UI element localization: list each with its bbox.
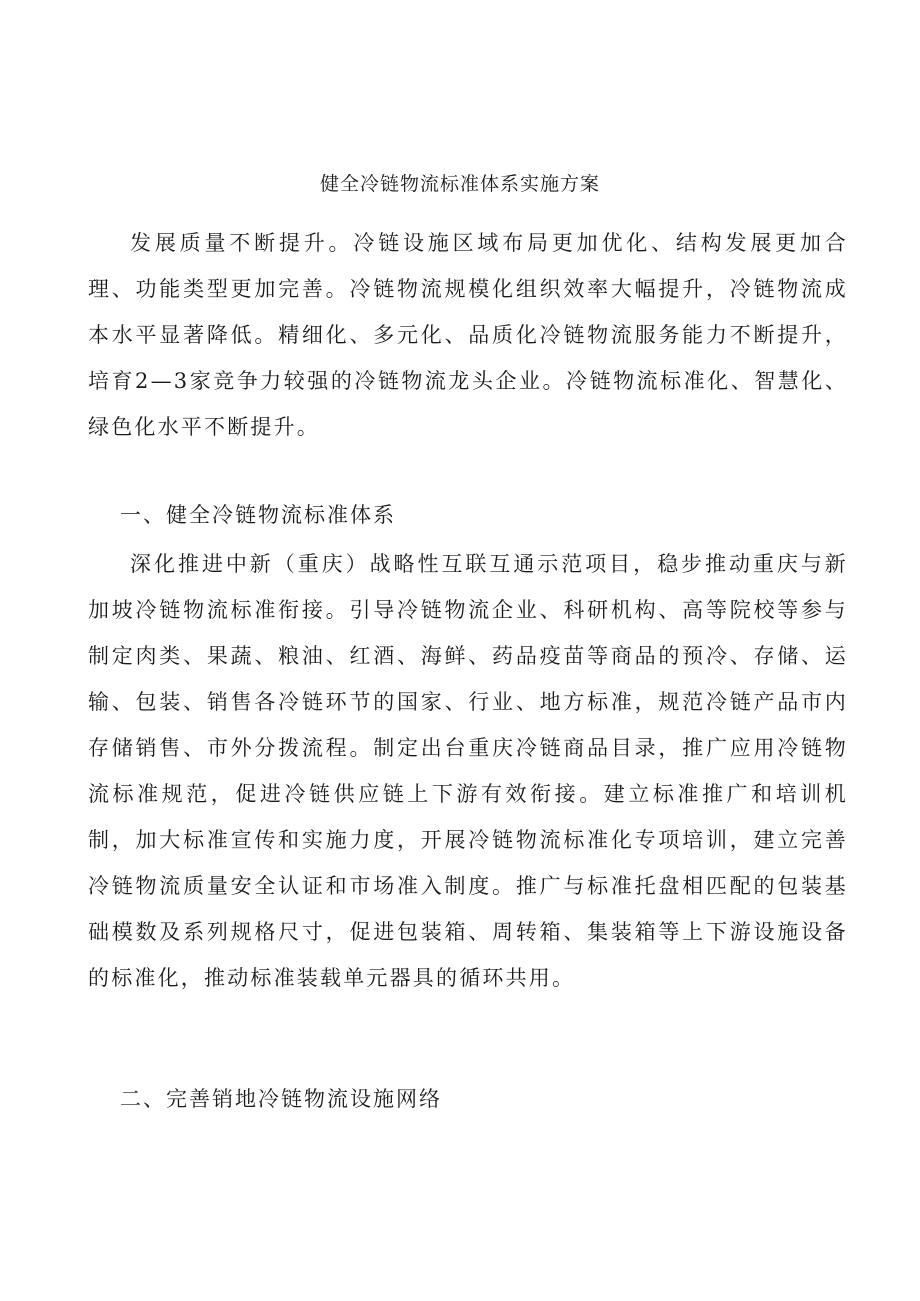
intro-paragraph: 发展质量不断提升。冷链设施区域布局更加优化、结构发展更加合理、功能类型更加完善。冷链物流规模化组织效率大幅提升，冷链物流成本水平显著降低。精细化、多元化、品质化冷链物流服务能力不断提升，培育2—3家竞争力较强的冷链物流龙头企业。冷链物流标准化、智慧化、绿色化水平不断提升。 bbox=[88, 231, 848, 439]
section-heading-2: 二、完善销地冷链物流设施网络 bbox=[120, 1087, 442, 1111]
document-title: 健全冷链物流标准体系实施方案 bbox=[319, 173, 600, 195]
section-heading-1: 一、健全冷链物流标准体系 bbox=[120, 503, 396, 527]
section-body-1: 深化推进中新（重庆）战略性互联互通示范项目，稳步推动重庆与新加坡冷链物流标准衔接。引导冷链物流企业、科研机构、高等院校等参与制定肉类、果蔬、粮油、红酒、海鲜、药品疫苗等商品的预冷、存储、运输、包装、销售各冷链环节的国家、行业、地方标准，规范冷链产品市内存储销售、市外分拨流程。制定出台重庆冷链商品目录，推广应用冷链物流标准规范，促进冷链供应链上下游有效衔接。建立标准推广和培训机制，加大标准宣传和实施力度，开展冷链物流标准化专项培训，建立完善冷链物流质量安全认证和市场准入制度。推广与标准托盘相匹配的包装基础模数及系列规格尺寸，促进包装箱、周转箱、集装箱等上下游设施设备的标准化，推动标准装载单元器具的循环共用。 bbox=[88, 552, 848, 990]
